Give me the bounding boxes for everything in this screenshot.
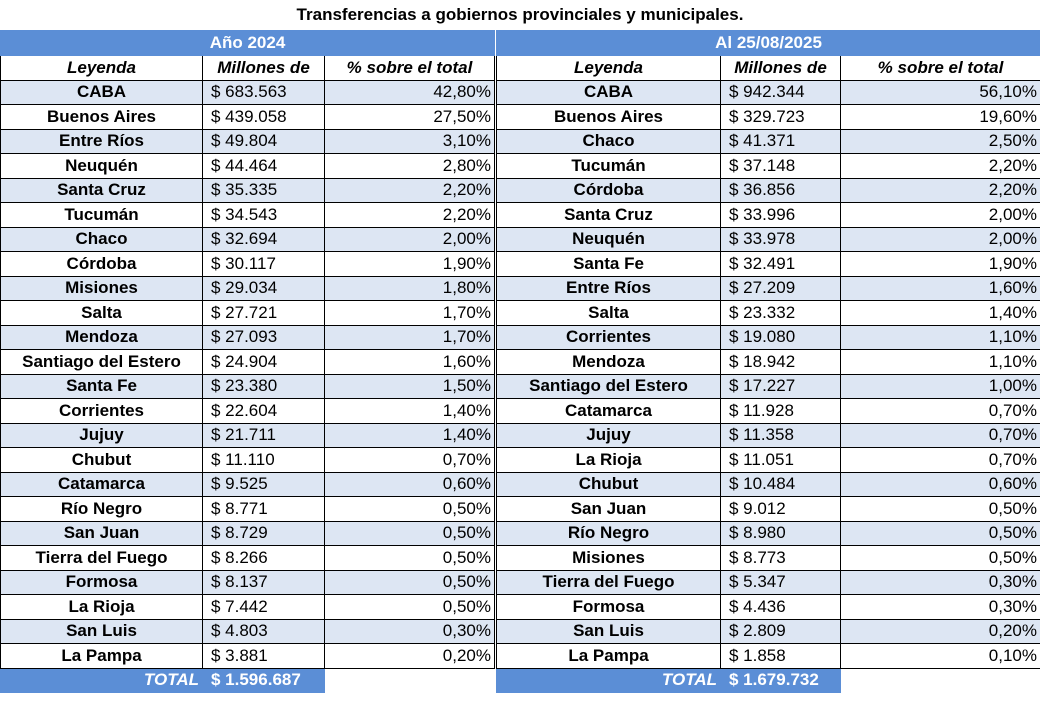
- percent-left: 1,80%: [325, 276, 495, 301]
- period-2025-header: Al 25/08/2025: [497, 31, 1040, 56]
- amount-left: $ 21.711: [203, 423, 325, 448]
- percent-left: 0,20%: [325, 644, 495, 669]
- amount-left: $ 24.904: [203, 350, 325, 375]
- percent-left: 0,30%: [325, 619, 495, 644]
- amount-left: $ 3.881: [203, 644, 325, 669]
- percent-right: 1,10%: [841, 350, 1040, 375]
- percent-left: 0,50%: [325, 546, 495, 571]
- amount-left: $ 8.137: [203, 570, 325, 595]
- sheet-title: Transferencias a gobiernos provinciales y municipales.: [296, 5, 744, 24]
- header-pct-right: % sobre el total: [841, 56, 1040, 81]
- percent-right: 0,30%: [841, 570, 1040, 595]
- percent-left: 0,50%: [325, 497, 495, 522]
- province-name-right: Chubut: [497, 472, 721, 497]
- amount-right: $ 19.080: [721, 325, 841, 350]
- amount-right: $ 27.209: [721, 276, 841, 301]
- percent-right: 0,10%: [841, 644, 1040, 669]
- transfers-table: [0, 30, 1040, 693]
- amount-left: $ 30.117: [203, 252, 325, 277]
- amount-right: $ 942.344: [721, 80, 841, 105]
- amount-right: $ 36.856: [721, 178, 841, 203]
- percent-right: 0,30%: [841, 595, 1040, 620]
- table-row: [1, 546, 1040, 571]
- percent-right: 0,70%: [841, 423, 1040, 448]
- province-name-right: San Luis: [497, 619, 721, 644]
- amount-right: $ 37.148: [721, 154, 841, 179]
- amount-right: $ 32.491: [721, 252, 841, 277]
- province-name-right: Chaco: [497, 129, 721, 154]
- province-name-left: Buenos Aires: [1, 105, 203, 130]
- table-row: [1, 374, 1040, 399]
- province-name-left: CABA: [1, 80, 203, 105]
- province-name-right: Mendoza: [497, 350, 721, 375]
- header-leyenda-left: Leyenda: [1, 56, 203, 81]
- amount-left: $ 8.266: [203, 546, 325, 571]
- amount-right: $ 18.942: [721, 350, 841, 375]
- province-name-right: Tucumán: [497, 154, 721, 179]
- percent-left: 2,80%: [325, 154, 495, 179]
- total-row: [1, 668, 1040, 693]
- percent-right: 1,40%: [841, 301, 1040, 326]
- province-name-left: Corrientes: [1, 399, 203, 424]
- amount-right: $ 5.347: [721, 570, 841, 595]
- province-name-left: Tucumán: [1, 203, 203, 228]
- percent-left: 1,60%: [325, 350, 495, 375]
- amount-left: $ 49.804: [203, 129, 325, 154]
- total-value-right: $ 1.679.732: [721, 668, 841, 693]
- percent-right: 0,50%: [841, 546, 1040, 571]
- amount-right: $ 33.996: [721, 203, 841, 228]
- percent-right: 0,70%: [841, 448, 1040, 473]
- table-row: [1, 301, 1040, 326]
- amount-right: $ 33.978: [721, 227, 841, 252]
- province-name-right: Neuquén: [497, 227, 721, 252]
- percent-left: 2,20%: [325, 178, 495, 203]
- province-name-right: CABA: [497, 80, 721, 105]
- header-pct-left: % sobre el total: [325, 56, 495, 81]
- amount-right: $ 41.371: [721, 129, 841, 154]
- province-name-right: Córdoba: [497, 178, 721, 203]
- province-name-right: Tierra del Fuego: [497, 570, 721, 595]
- table-row: [1, 227, 1040, 252]
- province-name-left: Santa Cruz: [1, 178, 203, 203]
- table-row: [1, 497, 1040, 522]
- percent-right: 2,20%: [841, 154, 1040, 179]
- percent-left: 0,60%: [325, 472, 495, 497]
- amount-left: $ 22.604: [203, 399, 325, 424]
- percent-left: 1,40%: [325, 399, 495, 424]
- province-name-left: Córdoba: [1, 252, 203, 277]
- table-row: [1, 399, 1040, 424]
- percent-right: 1,00%: [841, 374, 1040, 399]
- province-name-left: Chaco: [1, 227, 203, 252]
- amount-right: $ 10.484: [721, 472, 841, 497]
- amount-left: $ 683.563: [203, 80, 325, 105]
- province-name-right: Salta: [497, 301, 721, 326]
- province-name-left: San Juan: [1, 521, 203, 546]
- province-name-right: Catamarca: [497, 399, 721, 424]
- table-row: [1, 325, 1040, 350]
- table-row: [1, 619, 1040, 644]
- percent-left: 1,70%: [325, 325, 495, 350]
- amount-left: $ 29.034: [203, 276, 325, 301]
- table-row: [1, 252, 1040, 277]
- amount-left: $ 9.525: [203, 472, 325, 497]
- amount-right: $ 11.928: [721, 399, 841, 424]
- total-value-left: $ 1.596.687: [203, 668, 325, 693]
- total-label-left: TOTAL: [1, 668, 203, 693]
- table-row: [1, 105, 1040, 130]
- table-row: [1, 154, 1040, 179]
- province-name-left: Mendoza: [1, 325, 203, 350]
- percent-right: 0,70%: [841, 399, 1040, 424]
- province-name-right: Río Negro: [497, 521, 721, 546]
- province-name-left: Chubut: [1, 448, 203, 473]
- amount-right: $ 9.012: [721, 497, 841, 522]
- percent-left: 1,40%: [325, 423, 495, 448]
- percent-right: 2,00%: [841, 227, 1040, 252]
- amount-left: $ 27.721: [203, 301, 325, 326]
- province-name-right: La Pampa: [497, 644, 721, 669]
- amount-right: $ 8.773: [721, 546, 841, 571]
- province-name-left: Entre Ríos: [1, 129, 203, 154]
- province-name-left: San Luis: [1, 619, 203, 644]
- amount-left: $ 34.543: [203, 203, 325, 228]
- table-row: [1, 129, 1040, 154]
- amount-left: $ 7.442: [203, 595, 325, 620]
- percent-right: 56,10%: [841, 80, 1040, 105]
- percent-left: 0,50%: [325, 570, 495, 595]
- province-name-right: La Rioja: [497, 448, 721, 473]
- period-header-row: [1, 31, 1040, 56]
- amount-left: $ 11.110: [203, 448, 325, 473]
- percent-right: 2,50%: [841, 129, 1040, 154]
- percent-left: 3,10%: [325, 129, 495, 154]
- amount-left: $ 8.729: [203, 521, 325, 546]
- percent-right: 0,20%: [841, 619, 1040, 644]
- percent-left: 27,50%: [325, 105, 495, 130]
- amount-right: $ 329.723: [721, 105, 841, 130]
- province-name-left: Catamarca: [1, 472, 203, 497]
- province-name-right: Santiago del Estero: [497, 374, 721, 399]
- table-row: [1, 203, 1040, 228]
- province-name-right: Santa Fe: [497, 252, 721, 277]
- amount-right: $ 17.227: [721, 374, 841, 399]
- amount-left: $ 27.093: [203, 325, 325, 350]
- amount-left: $ 35.335: [203, 178, 325, 203]
- table-row: [1, 276, 1040, 301]
- amount-left: $ 44.464: [203, 154, 325, 179]
- table-row: [1, 448, 1040, 473]
- province-name-left: Jujuy: [1, 423, 203, 448]
- percent-left: 1,70%: [325, 301, 495, 326]
- amount-right: $ 2.809: [721, 619, 841, 644]
- province-name-right: Entre Ríos: [497, 276, 721, 301]
- province-name-right: San Juan: [497, 497, 721, 522]
- percent-right: 1,10%: [841, 325, 1040, 350]
- percent-right: 2,20%: [841, 178, 1040, 203]
- amount-left: $ 8.771: [203, 497, 325, 522]
- amount-left: $ 32.694: [203, 227, 325, 252]
- period-2024-header: Año 2024: [1, 31, 495, 56]
- percent-right: 0,50%: [841, 521, 1040, 546]
- table-row: [1, 570, 1040, 595]
- total-blank-left: [325, 668, 495, 693]
- header-millones-left: Millones de: [203, 56, 325, 81]
- province-name-right: Santa Cruz: [497, 203, 721, 228]
- percent-right: 1,90%: [841, 252, 1040, 277]
- amount-right: $ 23.332: [721, 301, 841, 326]
- amount-right: $ 8.980: [721, 521, 841, 546]
- percent-left: 42,80%: [325, 80, 495, 105]
- percent-right: 0,50%: [841, 497, 1040, 522]
- amount-right: $ 11.358: [721, 423, 841, 448]
- column-header-row: [1, 56, 1040, 81]
- percent-left: 1,50%: [325, 374, 495, 399]
- table-row: [1, 178, 1040, 203]
- table-row: [1, 423, 1040, 448]
- province-name-left: Salta: [1, 301, 203, 326]
- header-millones-right: Millones de: [721, 56, 841, 81]
- percent-right: 19,60%: [841, 105, 1040, 130]
- percent-left: 2,20%: [325, 203, 495, 228]
- amount-left: $ 439.058: [203, 105, 325, 130]
- province-name-left: La Pampa: [1, 644, 203, 669]
- province-name-left: Misiones: [1, 276, 203, 301]
- percent-right: 1,60%: [841, 276, 1040, 301]
- table-row: [1, 350, 1040, 375]
- amount-right: $ 11.051: [721, 448, 841, 473]
- amount-right: $ 1.858: [721, 644, 841, 669]
- percent-left: 2,00%: [325, 227, 495, 252]
- province-name-right: Formosa: [497, 595, 721, 620]
- amount-left: $ 4.803: [203, 619, 325, 644]
- percent-left: 1,90%: [325, 252, 495, 277]
- table-row: [1, 521, 1040, 546]
- amount-left: $ 23.380: [203, 374, 325, 399]
- table-row: [1, 595, 1040, 620]
- province-name-right: Corrientes: [497, 325, 721, 350]
- header-leyenda-right: Leyenda: [497, 56, 721, 81]
- province-name-left: Río Negro: [1, 497, 203, 522]
- province-name-right: Buenos Aires: [497, 105, 721, 130]
- percent-right: 0,60%: [841, 472, 1040, 497]
- province-name-right: Misiones: [497, 546, 721, 571]
- province-name-left: La Rioja: [1, 595, 203, 620]
- province-name-left: Formosa: [1, 570, 203, 595]
- percent-left: 0,70%: [325, 448, 495, 473]
- province-name-left: Santa Fe: [1, 374, 203, 399]
- total-blank-right: [841, 668, 1040, 693]
- percent-left: 0,50%: [325, 595, 495, 620]
- table-row: [1, 644, 1040, 669]
- province-name-left: Neuquén: [1, 154, 203, 179]
- province-name-left: Santiago del Estero: [1, 350, 203, 375]
- amount-right: $ 4.436: [721, 595, 841, 620]
- province-name-left: Tierra del Fuego: [1, 546, 203, 571]
- percent-right: 2,00%: [841, 203, 1040, 228]
- table-row: [1, 472, 1040, 497]
- percent-left: 0,50%: [325, 521, 495, 546]
- total-label-right: TOTAL: [497, 668, 721, 693]
- table-row: [1, 80, 1040, 105]
- province-name-right: Jujuy: [497, 423, 721, 448]
